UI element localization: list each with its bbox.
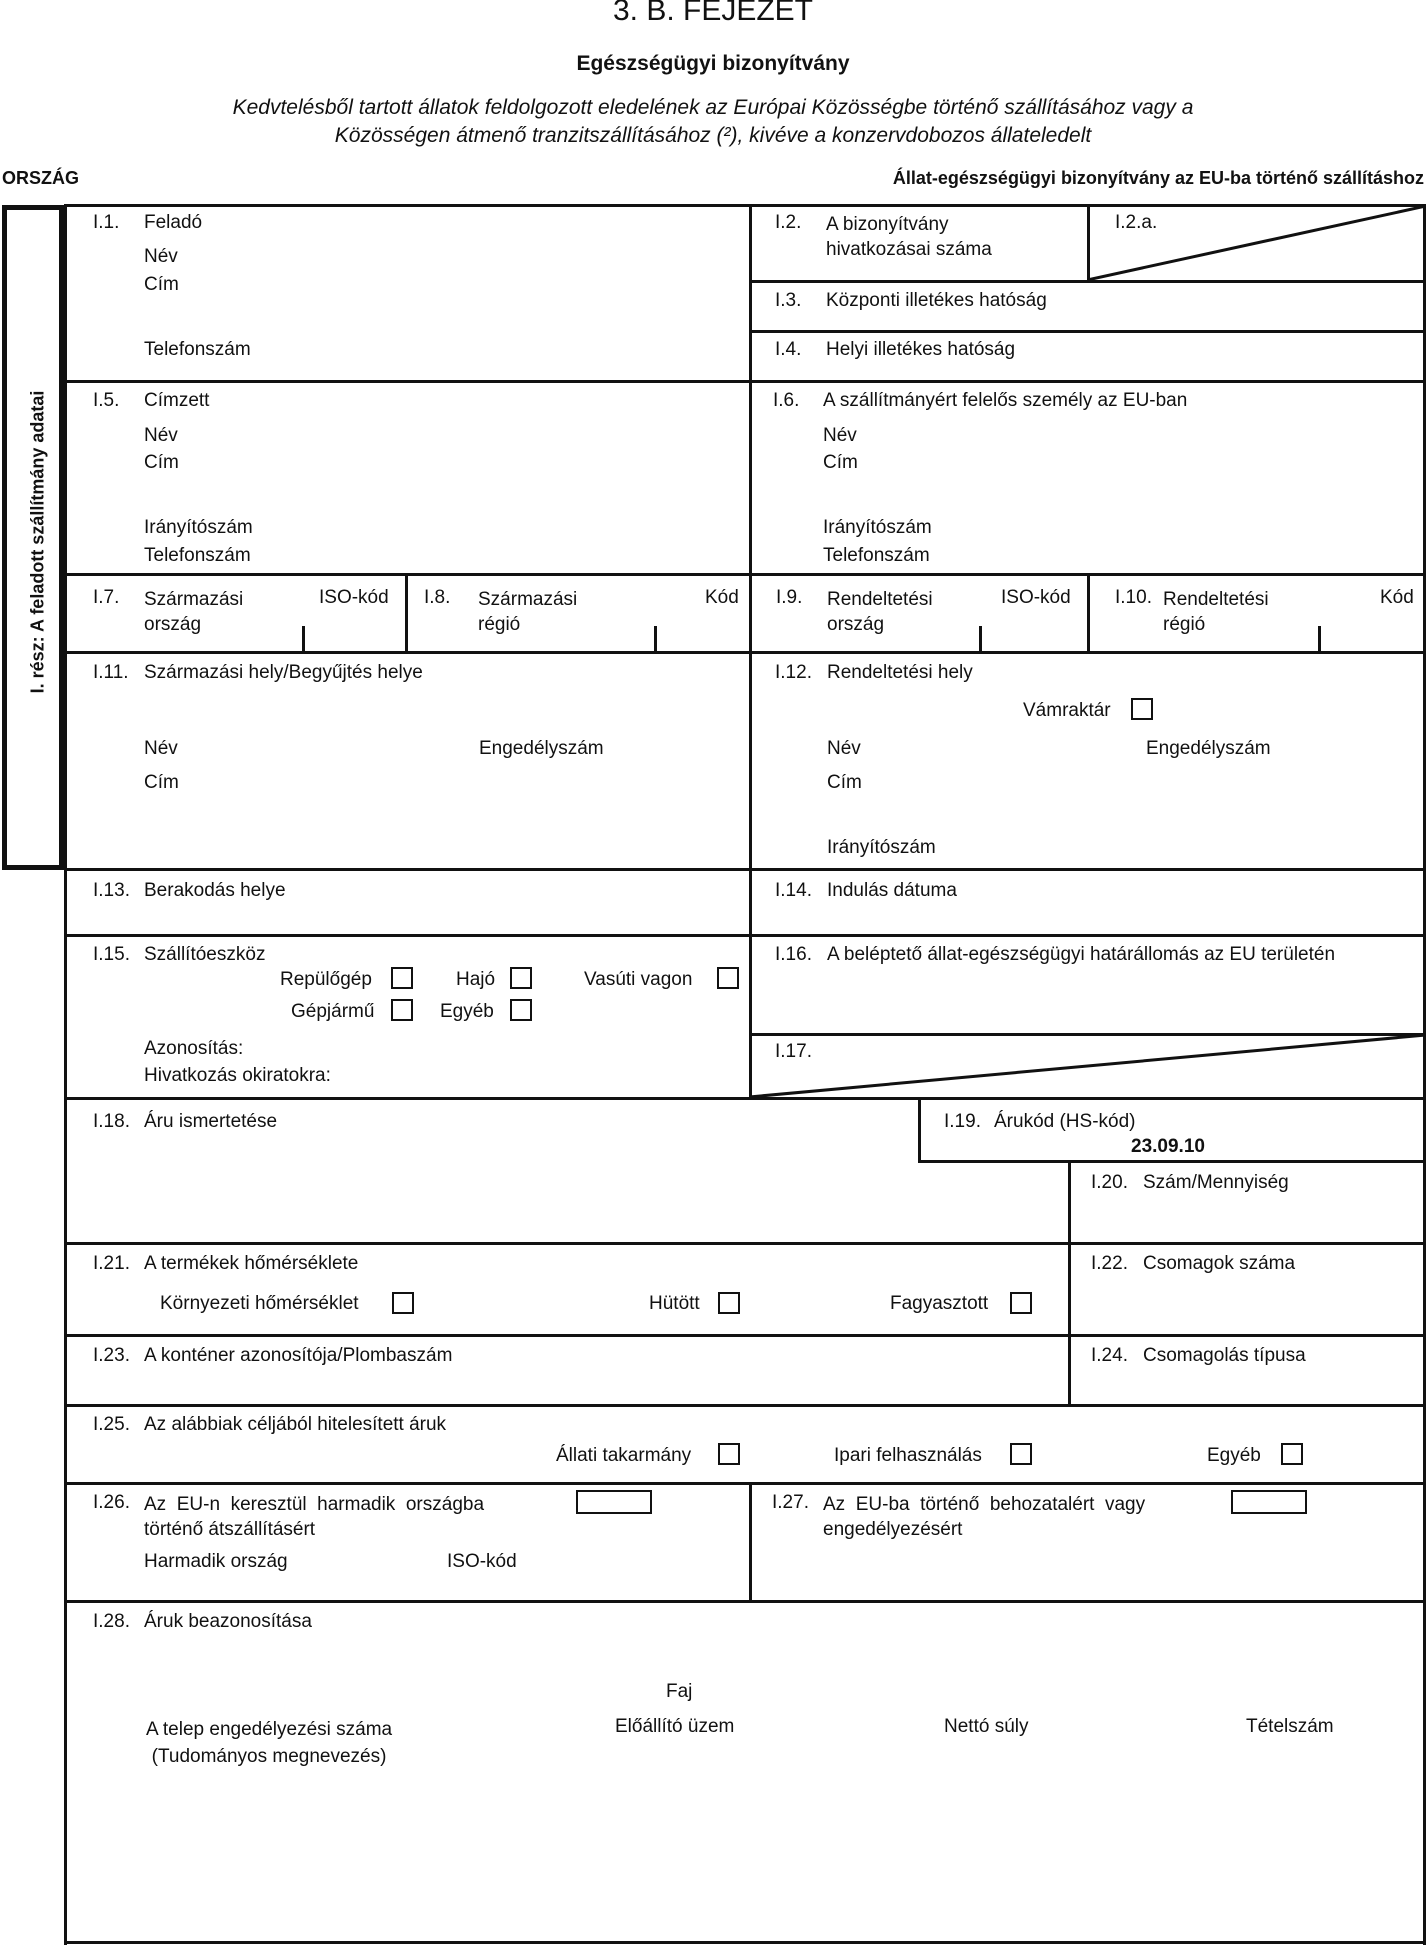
divider <box>918 1100 921 1163</box>
divider <box>64 1600 1426 1603</box>
i1-number: I.1. <box>93 212 120 233</box>
i13-number: I.13. <box>93 880 130 901</box>
i25-other-label: Egyéb <box>1207 1445 1261 1466</box>
i10-code: Kód <box>1380 587 1414 608</box>
i21-ambient-checkbox[interactable] <box>392 1292 414 1314</box>
i23-label[interactable]: A konténer azonosítója/Plombaszám <box>144 1345 453 1366</box>
chapter-heading: 3. B. FEJEZET <box>612 0 814 27</box>
i12-number: I.12. <box>775 662 812 683</box>
i12-approval-field[interactable]: Engedélyszám <box>1146 738 1271 759</box>
i1-phone-field[interactable]: Telefonszám <box>144 339 251 360</box>
i26-label-line-2: történő átszállításért <box>144 1519 316 1540</box>
i7-label-line-1: Származási <box>144 589 244 610</box>
i25-feed-checkbox[interactable] <box>718 1443 740 1465</box>
divider <box>405 573 408 651</box>
i12-customs-checkbox[interactable] <box>1131 698 1153 720</box>
i9-label[interactable] <box>827 587 933 637</box>
i26-number: I.26. <box>93 1492 130 1513</box>
i27-label-line-1: Az EU-ba történő behozatalért vagy <box>823 1494 1146 1515</box>
sidebar-label: I. rész: A feladott szállítmány adatai <box>27 390 48 694</box>
i15-vehicle-label: Gépjármű <box>291 1001 375 1022</box>
i5-name-field[interactable]: Név <box>144 425 178 446</box>
i9-label-line-2: ország <box>827 614 885 635</box>
i19-number: I.19. <box>944 1111 981 1132</box>
i20-number: I.20. <box>1091 1172 1128 1193</box>
i8-label-line-2: régió <box>478 614 521 635</box>
i12-postcode-field[interactable]: Irányítószám <box>827 837 936 858</box>
i4-number: I.4. <box>775 339 802 360</box>
i14-number: I.14. <box>775 880 812 901</box>
i12-address-field[interactable]: Cím <box>827 772 862 793</box>
description-line-2: Közösségen átmenő tranzitszállításához (²), kivéve a konzervdobozos állateledelt <box>334 124 1092 147</box>
i6-postcode-field[interactable]: Irányítószám <box>823 517 932 538</box>
i25-label: Az alábbiak céljából hitelesített áruk <box>144 1414 447 1435</box>
frame-left <box>64 204 67 1945</box>
i16-number: I.16. <box>775 944 812 965</box>
i21-frozen-checkbox[interactable] <box>1010 1292 1032 1314</box>
i11-label: Származási hely/Begyűjtés helye <box>144 662 423 683</box>
i28-col1-line-1: A telep engedélyezési száma <box>146 1719 393 1740</box>
i15-ship-label: Hajó <box>456 969 496 990</box>
i28-label: Áruk beazonosítása <box>144 1611 312 1632</box>
i21-chilled-label: Hütött <box>649 1293 700 1314</box>
i1-name-field[interactable]: Név <box>144 246 178 267</box>
i20-label[interactable]: Szám/Mennyiség <box>1143 1172 1289 1193</box>
divider <box>749 330 1426 333</box>
i26-transit-checkbox[interactable] <box>576 1490 652 1514</box>
divider <box>64 1334 1426 1337</box>
i9-label-line-1: Rendeltetési <box>827 589 933 610</box>
i26-label-line-1: Az EU-n keresztül harmadik országba <box>144 1494 485 1515</box>
i15-other-checkbox[interactable] <box>510 999 532 1021</box>
i8-label[interactable] <box>478 587 577 637</box>
i28-manufacturer-header: Előállító üzem <box>615 1716 735 1737</box>
divider <box>64 380 1426 383</box>
i8-number: I.8. <box>424 587 451 608</box>
i15-documents-field[interactable]: Hivatkozás okiratokra: <box>144 1065 331 1086</box>
i24-label[interactable]: Csomagolás típusa <box>1143 1345 1306 1366</box>
i17-strike-line <box>749 1033 1426 1099</box>
i28-species-header: Faj <box>666 1681 693 1702</box>
i17-number: I.17. <box>775 1041 812 1062</box>
i21-frozen-label: Fagyasztott <box>890 1293 989 1314</box>
i7-label[interactable] <box>144 587 243 637</box>
certificate-title: Egészségügyi bizonyítvány <box>576 52 850 75</box>
i21-number: I.21. <box>93 1253 130 1274</box>
description-line-1: Kedvtelésből tartott állatok feldolgozott eledelének az Európai Közösségbe történő szállításához vagy a <box>232 96 1194 119</box>
i13-label[interactable]: Berakodás helye <box>144 880 286 901</box>
country-label: ORSZÁG <box>2 168 80 188</box>
divider <box>749 1482 752 1600</box>
divider <box>1068 1160 1071 1407</box>
certificate-description <box>0 94 1426 150</box>
i21-label: A termékek hőmérséklete <box>144 1253 359 1274</box>
i15-number: I.15. <box>93 944 130 965</box>
i11-name-field[interactable]: Név <box>144 738 178 759</box>
divider <box>64 1404 1426 1407</box>
certificate-type-label: Állat-egészségügyi bizonyítvány az EU-ba történő szállításhoz <box>892 168 1424 188</box>
i18-label[interactable]: Áru ismertetése <box>144 1111 278 1132</box>
i3-number: I.3. <box>775 290 802 311</box>
i2-number: I.2. <box>775 212 802 233</box>
i2a-number: I.2.a. <box>1115 212 1158 233</box>
i11-approval-field[interactable]: Engedélyszám <box>479 738 604 759</box>
i3-label[interactable]: Központi illetékes hatóság <box>826 290 1047 311</box>
i15-vehicle-checkbox[interactable] <box>391 999 413 1021</box>
i7-label-line-2: ország <box>144 614 202 635</box>
i14-label[interactable]: Indulás dátuma <box>827 880 957 901</box>
i22-label[interactable]: Csomagok száma <box>1143 1253 1296 1274</box>
code-tick <box>654 626 657 651</box>
divider <box>64 868 1426 871</box>
i21-ambient-label: Környezeti hőmérséklet <box>160 1293 359 1314</box>
i24-number: I.24. <box>1091 1345 1128 1366</box>
divider <box>64 1242 1426 1245</box>
divider <box>64 1482 1426 1485</box>
i15-rail-label: Vasúti vagon <box>584 969 693 990</box>
i10-label-line-1: Rendeltetési <box>1163 589 1269 610</box>
i26-label <box>144 1492 484 1542</box>
code-tick <box>302 626 305 651</box>
code-tick <box>1318 626 1321 651</box>
i2-label[interactable] <box>826 212 992 262</box>
i28-number: I.28. <box>93 1611 130 1632</box>
i1-address-field[interactable]: Cím <box>144 274 179 295</box>
i15-label: Szállítóeszköz <box>144 944 266 965</box>
i25-other-checkbox[interactable] <box>1281 1443 1303 1465</box>
i5-label: Címzett <box>144 390 210 411</box>
i27-number: I.27. <box>772 1492 809 1513</box>
i8-code: Kód <box>705 587 739 608</box>
i28-col1-line-2: (Tudományos megnevezés) <box>151 1746 387 1767</box>
i15-other-label: Egyéb <box>440 1001 494 1022</box>
i10-label-line-2: régió <box>1163 614 1206 635</box>
divider <box>64 651 1426 654</box>
i27-label-line-2: engedélyezésért <box>823 1519 963 1540</box>
i2-label-line-1: A bizonyítvány <box>826 214 949 235</box>
i9-iso-code: ISO-kód <box>1001 587 1071 608</box>
i5-postcode-field[interactable]: Irányítószám <box>144 517 253 538</box>
i9-number: I.9. <box>776 587 803 608</box>
i21-chilled-checkbox[interactable] <box>718 1292 740 1314</box>
i28-establishment-header <box>146 1716 392 1770</box>
i6-address-field[interactable]: Cím <box>823 452 858 473</box>
i6-number: I.6. <box>773 390 800 411</box>
i6-name-field[interactable]: Név <box>823 425 857 446</box>
i1-label: Feladó <box>144 212 203 233</box>
i15-identification-field[interactable]: Azonosítás: <box>144 1038 244 1059</box>
i11-address-field[interactable]: Cím <box>144 772 179 793</box>
divider <box>64 573 1426 576</box>
i27-label <box>823 1492 1145 1542</box>
i5-number: I.5. <box>93 390 120 411</box>
i5-address-field[interactable]: Cím <box>144 452 179 473</box>
i25-industrial-label: Ipari felhasználás <box>834 1445 982 1466</box>
i15-plane-checkbox[interactable] <box>391 967 413 989</box>
i2-label-line-2: hivatkozásai száma <box>826 239 992 260</box>
divider <box>918 1160 1426 1163</box>
i4-label[interactable]: Helyi illetékes hatóság <box>826 339 1016 360</box>
i28-batch-number-header: Tételszám <box>1246 1716 1334 1737</box>
i8-label-line-1: Származási <box>478 589 578 610</box>
i10-label[interactable] <box>1163 587 1269 637</box>
i19-hs-code-value[interactable]: 23.09.10 <box>1131 1136 1205 1157</box>
i7-number: I.7. <box>93 587 120 608</box>
i11-number: I.11. <box>93 662 129 683</box>
i7-iso-code: ISO-kód <box>319 587 389 608</box>
i15-plane-label: Repülőgép <box>280 969 372 990</box>
i16-label[interactable]: A beléptető állat-egészségügyi határállomás az EU területén <box>827 944 1336 965</box>
i10-number: I.10. <box>1115 587 1152 608</box>
i6-label: A szállítmányért felelős személy az EU-ban <box>823 390 1188 411</box>
i25-industrial-checkbox[interactable] <box>1010 1443 1032 1465</box>
i18-number: I.18. <box>93 1111 130 1132</box>
i19-label: Árukód (HS-kód) <box>994 1111 1136 1132</box>
divider <box>64 934 1426 937</box>
i28-net-weight-header: Nettó súly <box>944 1716 1029 1737</box>
i15-rail-checkbox[interactable] <box>717 967 739 989</box>
code-tick <box>979 626 982 651</box>
i23-number: I.23. <box>93 1345 130 1366</box>
i12-label: Rendeltetési hely <box>827 662 973 683</box>
i15-ship-checkbox[interactable] <box>510 967 532 989</box>
i25-feed-label: Állati takarmány <box>556 1445 692 1466</box>
part-one-sidebar <box>2 205 64 870</box>
divider <box>1087 573 1090 651</box>
i26-iso-code-field[interactable]: ISO-kód <box>447 1551 517 1572</box>
i27-import-checkbox[interactable] <box>1231 1490 1307 1514</box>
i25-number: I.25. <box>93 1414 130 1435</box>
i12-name-field[interactable]: Név <box>827 738 861 759</box>
i5-phone-field[interactable]: Telefonszám <box>144 545 251 566</box>
i12-customs-label: Vámraktár <box>1023 700 1111 721</box>
frame-bottom <box>64 1941 1426 1944</box>
i22-number: I.22. <box>1091 1253 1128 1274</box>
i6-phone-field[interactable]: Telefonszám <box>823 545 930 566</box>
i26-third-country-field[interactable]: Harmadik ország <box>144 1551 288 1572</box>
